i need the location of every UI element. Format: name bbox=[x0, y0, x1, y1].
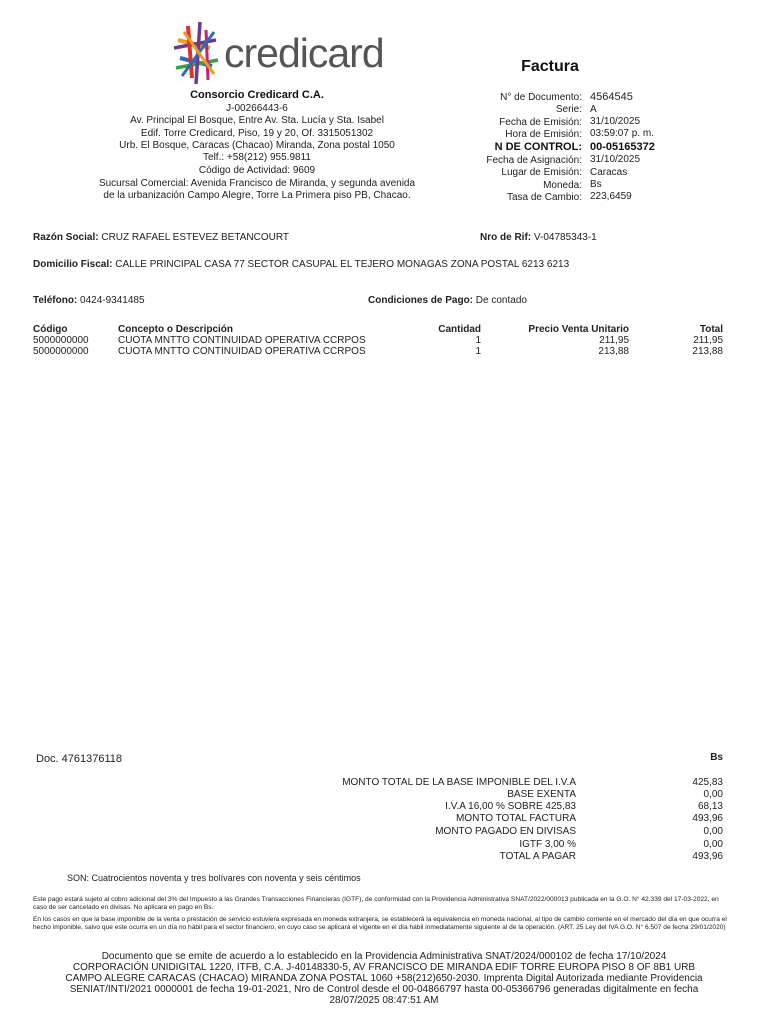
field-label-lugar-emision: Lugar de Emisión: bbox=[501, 167, 582, 178]
client-condiciones bbox=[368, 295, 527, 306]
field-label-serie: Serie: bbox=[555, 104, 582, 115]
company-address-2: Edif. Torre Credicard, Piso, 19 y 20, Of. 3315051302 bbox=[140, 128, 374, 139]
summary-value-base-imponible: 425,83 bbox=[692, 777, 723, 788]
field-label-moneda: Moneda: bbox=[543, 180, 582, 191]
rif-value: V-04785343-1 bbox=[533, 232, 597, 243]
domicilio-label: Domicilio Fiscal: bbox=[33, 259, 113, 270]
field-label-fecha-emision: Fecha de Emisión: bbox=[499, 117, 582, 128]
item-2-codigo: 5000000000 bbox=[33, 346, 89, 357]
summary-value-igtf: 0,00 bbox=[703, 839, 723, 850]
amount-in-words: SON: Cuatrocientos noventa y tres bolívares con noventa y seis céntimos bbox=[67, 873, 361, 883]
item-1-precio: 211,95 bbox=[599, 335, 629, 346]
doc-number: Doc. 4761376118 bbox=[36, 753, 123, 765]
company-branch-1: Sucursal Comercial: Avenida Francisco de Miranda, y segunda avenida bbox=[98, 178, 416, 189]
field-value-hora-emision: 03:59:07 p. m. bbox=[590, 128, 654, 139]
company-branch-2: de la urbanización Campo Alegre, Torre La Primera piso PB, Chacao. bbox=[103, 190, 411, 201]
invoice-title: Factura bbox=[521, 58, 579, 75]
footer-line: Documento que se emite de acuerdo a lo establecido en la Providencia Administrativa SNAT/2024/000102 de fecha 17/10/2024 bbox=[101, 951, 667, 962]
footer-line: CORPORACIÓN UNIDIGITAL 1220, ITFB, C.A. J-40148330-5, AV FRANCISCO DE MIRANDA EDIF TORRE EUROPA PISO 8 OF 8B1 URB bbox=[72, 962, 696, 973]
field-value-fecha-asignacion: 31/10/2025 bbox=[590, 154, 641, 165]
field-value-fecha-emision: 31/10/2025 bbox=[590, 116, 641, 127]
note-igtf: Este pago estará sujeto al cobro adicional del 3% del Impuesto a las Grandes Transacciones Financieras (IGTF), de conformidad con la Providencia Administrativa SNAT/2022/000013 publicada en la G.O. N° 42.339 del 17-03-2022, en caso de ser cancelado en divisas. No aplicara en pago en Bs. bbox=[33, 896, 719, 912]
summary-label-total-pagar: TOTAL A PAGAR bbox=[499, 851, 576, 862]
field-value-lugar-emision: Caracas bbox=[590, 167, 628, 178]
summary-value-divisas: 0,00 bbox=[703, 826, 723, 837]
col-header-cantidad: Cantidad bbox=[438, 324, 481, 335]
field-value-moneda: Bs bbox=[590, 179, 602, 190]
client-telefono bbox=[33, 295, 145, 306]
telefono-value: 0424-9341485 bbox=[80, 295, 145, 306]
condiciones-label: Condiciones de Pago: bbox=[368, 295, 474, 306]
item-1-cantidad: 1 bbox=[475, 335, 481, 346]
summary-label-base-exenta: BASE EXENTA bbox=[507, 789, 576, 800]
summary-currency: Bs bbox=[710, 752, 723, 763]
item-2-cantidad: 1 bbox=[475, 346, 481, 357]
summary-label-igtf: IGTF 3,00 % bbox=[519, 839, 576, 850]
company-address-3: Urb. El Bosque, Caracas (Chacao) Miranda, Zona postal 1050 bbox=[119, 140, 395, 151]
col-header-total: Total bbox=[699, 324, 723, 335]
col-header-precio: Precio Venta Unitario bbox=[528, 324, 629, 335]
footer-line: 28/07/2025 08:47:51 AM bbox=[329, 995, 439, 1006]
field-label-tasa-cambio: Tasa de Cambio: bbox=[506, 192, 582, 203]
item-1-concepto: CUOTA MNTTO CONTINUIDAD OPERATIVA CCRPOS bbox=[118, 335, 366, 346]
company-activity-code: Código de Actividad: 9609 bbox=[198, 165, 316, 176]
item-2-precio: 213,88 bbox=[598, 346, 629, 357]
field-value-documento: 4564545 bbox=[590, 91, 633, 103]
field-label-fecha-asignacion: Fecha de Asignación: bbox=[486, 155, 582, 166]
rif-label: Nro de Rif: bbox=[480, 232, 532, 243]
summary-value-base-exenta: 0,00 bbox=[703, 789, 723, 800]
field-value-control: 00-05165372 bbox=[590, 141, 655, 153]
summary-value-total-pagar: 493,96 bbox=[692, 851, 723, 862]
company-address-1: Av. Principal El Bosque, Entre Av. Sta. Lucía y Sta. Isabel bbox=[130, 115, 384, 126]
company-rif: J-00266443-6 bbox=[226, 103, 288, 114]
razon-social-label: Razón Social: bbox=[33, 232, 99, 243]
item-1-total: 211,95 bbox=[693, 335, 723, 346]
summary-value-iva: 68,13 bbox=[697, 801, 723, 812]
brand-wordmark: credicard bbox=[224, 30, 384, 76]
item-2-total: 213,88 bbox=[692, 346, 723, 357]
domicilio-value: CALLE PRINCIPAL CASA 77 SECTOR CASUPAL EL TEJERO MONAGAS ZONA POSTAL 6213 6213 bbox=[115, 259, 570, 270]
field-value-tasa-cambio: 223,6459 bbox=[590, 191, 632, 202]
summary-label-base-imponible: MONTO TOTAL DE LA BASE IMPONIBLE DEL I.V.A bbox=[342, 777, 576, 788]
summary-label-divisas: MONTO PAGADO EN DIVISAS bbox=[435, 826, 576, 837]
field-value-serie: A bbox=[590, 104, 597, 115]
client-domicilio bbox=[33, 259, 569, 270]
condiciones-value: De contado bbox=[475, 295, 527, 306]
razon-social-value: CRUZ RAFAEL ESTEVEZ BETANCOURT bbox=[101, 232, 289, 243]
item-2-concepto: CUOTA MNTTO CONTINUIDAD OPERATIVA CCRPOS bbox=[118, 346, 366, 357]
company-name: Consorcio Credicard C.A. bbox=[190, 89, 324, 101]
field-label-documento: N° de Documento: bbox=[500, 92, 582, 103]
summary-label-iva: I.V.A 16,00 % SOBRE 425,83 bbox=[445, 801, 576, 812]
item-1-codigo: 5000000000 bbox=[33, 335, 89, 346]
footer-line: CAMPO ALEGRE CARACAS (CHACAO) MIRANDA ZONA POSTAL 1060 +58(212)650-2030. Imprenta Digital Autorizada mediante Providencia bbox=[65, 973, 703, 984]
summary-value-monto-total: 493,96 bbox=[692, 813, 723, 824]
summary-label-monto-total: MONTO TOTAL FACTURA bbox=[455, 813, 576, 824]
footer-line: SENIAT/INTI/2021 0000001 de fecha 19-01-2021, Nro de Control desde el 00-04866797 hasta 00-05366796 generadas digitalmente en fecha bbox=[69, 984, 699, 995]
col-header-codigo: Código bbox=[33, 324, 68, 335]
footer-legal bbox=[60, 951, 708, 1006]
telefono-label: Teléfono: bbox=[33, 295, 78, 306]
field-label-hora-emision: Hora de Emisión: bbox=[505, 129, 582, 140]
company-phone: Telf.: +58(212) 955.9811 bbox=[203, 152, 311, 163]
note-tipo-cambio: En los casos en que la base imponible de la venta o prestación de servicio estuviera expresada en moneda extranjera, se establecerá la equivalencia en moneda nacional, al tipo de cambio corriente en el mercado del día en que ocurra el hecho imponible, salvo que este ocurra en un día no hábil para el sector financiero, en cuyo caso se aplicará el vigente en el día hábil inmediatamente siguiente al de la operación. (ART. 25 Ley del IVA G.O. N° 6.507 de fecha 29/01/2020) bbox=[33, 916, 727, 932]
field-label-control: N DE CONTROL: bbox=[494, 141, 582, 153]
client-rif bbox=[480, 232, 597, 243]
col-header-concepto: Concepto o Descripción bbox=[118, 324, 234, 335]
client-razon-social bbox=[33, 232, 289, 243]
